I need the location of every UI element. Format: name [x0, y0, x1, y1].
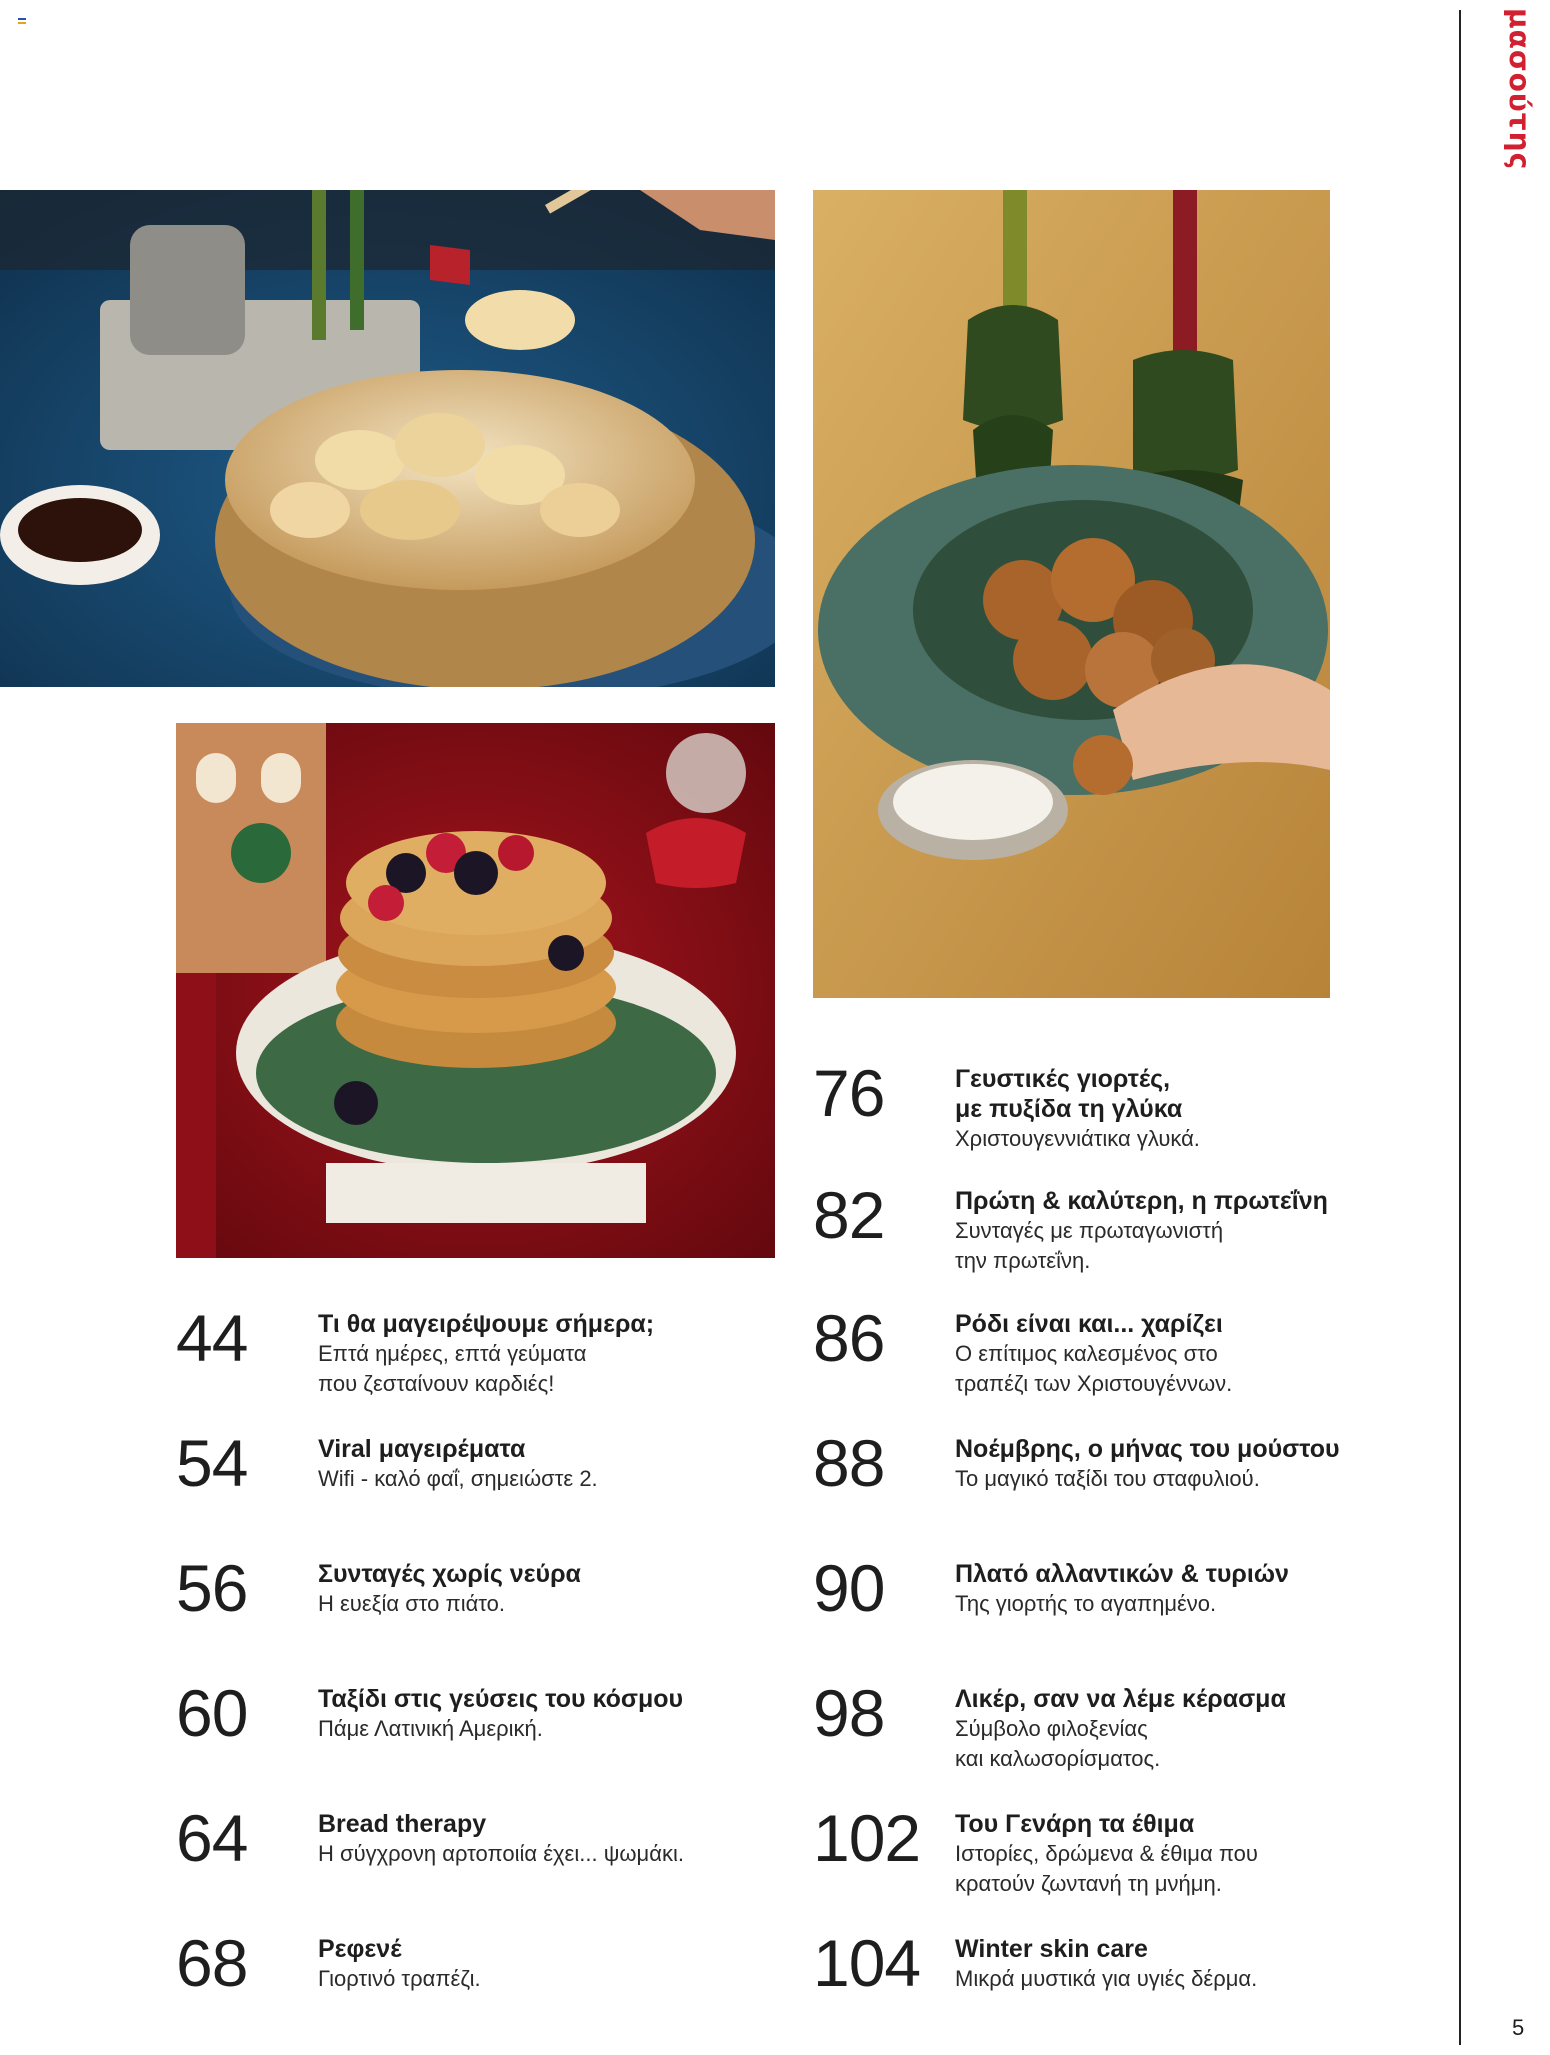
toc-page-number: 64: [176, 1801, 248, 1875]
toc-title: Ρεφενέ: [318, 1935, 402, 1963]
dumplings-steamer-photo: [0, 190, 775, 687]
toc-page-number: 88: [813, 1426, 885, 1500]
toc-description: Ιστορίες, δρώμενα & έθιμα που κρατούν ζωντανή τη μνήμη.: [955, 1841, 1258, 1896]
toc-title: Λικέρ, σαν να λέμε κέρασμα: [955, 1685, 1286, 1713]
toc-page-number: 104: [813, 1926, 921, 2000]
croquettes-plate-photo: [813, 190, 1330, 998]
toc-description: Wifi - καλό φαΐ, σημειώστε 2.: [318, 1466, 598, 1491]
toc-title: Συνταγές χωρίς νεύρα: [318, 1560, 581, 1588]
toc-title: Bread therapy: [318, 1810, 487, 1838]
toc-page-number: 82: [813, 1178, 885, 1252]
toc-title: Winter skin care: [955, 1935, 1148, 1963]
toc-title: Ρόδι είναι και... χαρίζει: [955, 1310, 1223, 1338]
toc-description: Η ευεξία στο πιάτο.: [318, 1591, 506, 1616]
toc-title: Του Γενάρη τα έθιμα: [955, 1810, 1195, 1838]
toc-page-number: 60: [176, 1676, 248, 1750]
toc-description: Πάμε Λατινική Αμερική.: [318, 1716, 543, 1741]
vertical-divider: [1459, 10, 1461, 2045]
toc-title: Γευστικές γιορτές, με πυξίδα τη γλύκα: [955, 1065, 1183, 1123]
toc-title: Πλατό αλλαντικών & τυριών: [955, 1560, 1289, 1588]
toc-page-number: 44: [176, 1301, 248, 1375]
toc-description: Της γιορτής το αγαπημένο.: [955, 1591, 1217, 1616]
toc-description: Σύμβολο φιλοξενίας και καλωσορίσματος.: [955, 1716, 1161, 1771]
toc-page-number: 86: [813, 1301, 885, 1375]
corner-mark: [18, 18, 26, 26]
toc-description: Γιορτινό τραπέζι.: [318, 1966, 481, 1991]
brand-logo: μασούτης: [1503, 8, 1536, 171]
toc-description: Συνταγές με πρωταγωνιστή την πρωτεΐνη.: [955, 1218, 1224, 1273]
toc-description: Ο επίτιμος καλεσμένος στο τραπέζι των Χριστουγέννων.: [955, 1341, 1233, 1396]
toc-page-number: 102: [813, 1801, 921, 1875]
toc-description: Χριστουγεννιάτικα γλυκά.: [955, 1126, 1200, 1151]
toc-description: Το μαγικό ταξίδι του σταφυλιού.: [955, 1466, 1260, 1491]
toc-page-number: 98: [813, 1676, 885, 1750]
toc-page-number: 56: [176, 1551, 248, 1625]
toc-description: Η σύγχρονη αρτοποιία έχει... ψωμάκι.: [318, 1841, 684, 1866]
toc-page-number: 76: [813, 1056, 885, 1130]
toc-title: Viral μαγειρέματα: [318, 1435, 526, 1463]
pancakes-berries-photo: [176, 723, 775, 1258]
toc-title: Τι θα μαγειρέψουμε σήμερα;: [318, 1310, 655, 1338]
toc-title: Νοέμβρης, ο μήνας του μούστου: [955, 1435, 1340, 1463]
toc-page-number: 68: [176, 1926, 248, 2000]
toc-title: Πρώτη & καλύτερη, η πρωτεΐνη: [955, 1187, 1328, 1215]
page-number: 5: [1512, 2015, 1525, 2040]
toc-page-number: 54: [176, 1426, 248, 1500]
toc-description: Μικρά μυστικά για υγιές δέρμα.: [955, 1966, 1258, 1991]
toc-title: Ταξίδι στις γεύσεις του κόσμου: [318, 1685, 684, 1713]
toc-description: Επτά ημέρες, επτά γεύματα που ζεσταίνουν καρδιές!: [318, 1341, 587, 1396]
toc-page-number: 90: [813, 1551, 885, 1625]
